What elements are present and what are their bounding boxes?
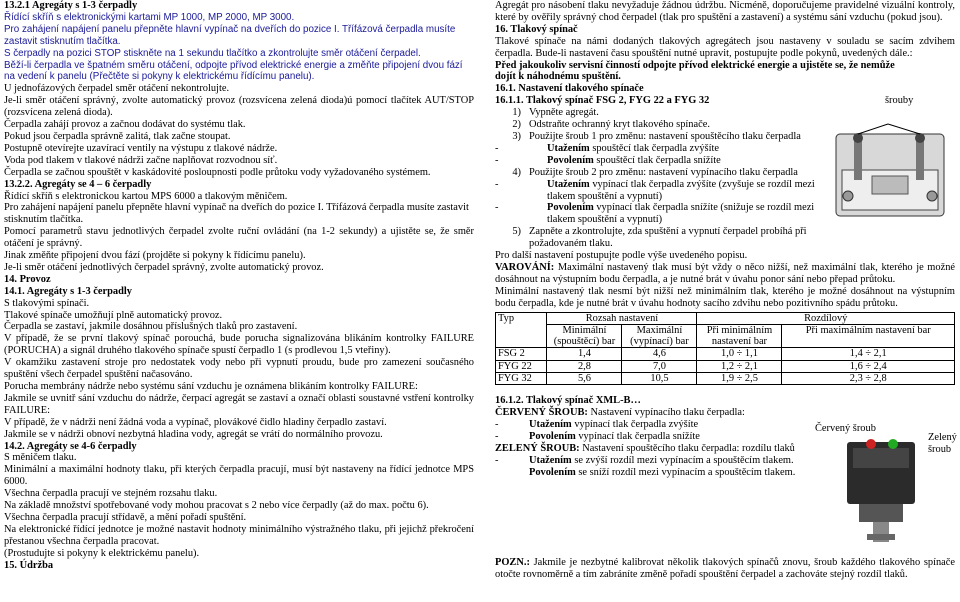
list-marker: - — [495, 142, 499, 154]
pressure-table — [495, 312, 955, 386]
table-row — [496, 360, 955, 372]
paragraph: V případě, že se první tlakový spínač porouchá, bude porucha signalizována blikáním kontrolky FAILURE (PORUCHA) a signál druhého tlakového spínače spustí čerpadlo 1 (s prodlevou 1,5 vteřiny). — [4, 333, 474, 357]
paragraph: Všechna čerpadla pracují střídavě, a mění pořadí spuštění. — [4, 511, 247, 523]
table-header-diff: Rozdílový — [697, 312, 955, 324]
paragraph: Tlakové spínače umožňují plně automatický provoz. — [4, 309, 223, 321]
paragraph: Běží-li čerpadla ve špatném směru otáčení, odpojte přívod elektrické energie a změňte připojení dvou fází na vedení k panelu (Přečtěte si pokyny k elektrickému řídícímu panelu). — [4, 59, 463, 83]
green-screw-caption-text: Zelený šroub — [928, 432, 957, 455]
section-heading: 14.1. Agregáty s 1-3 čerpadly — [4, 285, 132, 297]
warning-label: VAROVÁNÍ: — [495, 261, 555, 273]
item-bold: Povolením — [529, 431, 576, 443]
pressure-switch-fsg-image — [828, 120, 956, 220]
list-marker: 1) — [512, 107, 521, 119]
red-screw-paragraph — [495, 407, 955, 419]
item-text: vypínací tlak čerpadla snížíte — [575, 431, 700, 443]
paragraph: Jinak změňte připojení dvou fází (projděte si pokyny k řídícímu panelu). — [4, 250, 306, 262]
warning-text: Maximální nastavený tlak musí být vždy o něco nižší, než maximální tlak, kterého je možné dosáhnout na výstupním bodu čerpadla, a je nutné brát v úvahu ponor sání nebo přepad průtoku. — [495, 261, 955, 285]
paragraph: Pomocí parametrů stavu jednotlivých čerpadel zvolte ruční ovládání (na 1-2 sekundy) a ujistěte se, že směr otáčení je správný. — [4, 226, 474, 250]
red-screw-text: Nastavení vypínacího tlaku čerpadla: — [587, 407, 745, 419]
list-text: Utažením spouštěcí tlak čerpadla zvýšíte — [547, 142, 719, 154]
steps-list — [495, 107, 825, 250]
note-label: POZN.: — [495, 557, 530, 568]
paragraph: Na základě množství spotřebované vody mohou pracovat s 2 nebo více čerpadly (až do max. počtu 6). — [4, 500, 429, 512]
paragraph: Jakmile se v nádrži obnoví nezbytná hladina vody, agregát se vrátí do normálního provozu. — [4, 428, 383, 440]
list-marker: 5) — [512, 226, 521, 238]
table-subheader: Minimální (spouštěcí) bar — [547, 324, 622, 348]
left-column — [4, 0, 474, 572]
table-cell: 1,4 — [547, 348, 622, 360]
section-heading: 13.2.2. Agregáty se 4 – 6 čerpadly — [4, 178, 152, 190]
section-heading: 13.2.1 Agregáty s 1-3 čerpadly — [4, 0, 138, 11]
list-text: Použijte šroub 2 pro změnu: nastavení vypínacího tlaku čerpadla — [529, 166, 798, 178]
paragraph: Jakmile se uvnitř sání vzduchu do nádrže, čerpací agregát se zastaví a označí oblasti soustavné vstření kontrolky FAILURE: — [4, 392, 474, 416]
paragraph: Čerpadla se zastaví, jakmile dosáhnou příslušných tlaků pro zastavení. — [4, 321, 298, 333]
table-cell: 1,6 ÷ 2,4 — [782, 360, 955, 372]
red-screw-label: ČERVENÝ ŠROUB: — [495, 407, 588, 419]
table-row — [496, 348, 955, 360]
red-screw-caption: Červený šroub — [815, 423, 876, 434]
list-text: Povolením vypínací tlak čerpadla snížíte (snižuje se rozdíl mezi tlakem spouštění a vypnutí) — [547, 202, 815, 226]
paragraph: V okamžiku zastavení stroje pro nedostatek vody nebo při vypnutí proudu, bude pro zamezení současného spuštění všech čerpadel spuštění načasováno. — [4, 357, 474, 381]
table-cell: 1,0 ÷ 1,1 — [697, 348, 782, 360]
table-cell: 5,6 — [547, 373, 622, 385]
pressure-switch-xmlb-image — [843, 436, 925, 546]
table-header-typ: Typ — [496, 312, 547, 324]
list-item — [495, 155, 825, 167]
right-column — [495, 0, 955, 580]
item-text: se sníží rozdíl mezi vypínacím a spouštěcím tlakem. — [575, 466, 796, 478]
green-screw-caption — [928, 432, 960, 456]
list-marker: - — [495, 178, 499, 190]
min-pressure-text: Minimální nastavený tlak nesmí být nižší než minimálním tlak, kterého je možné dosáhnout na výstupním bodu čerpadla, kde je nutné brát v úvahu hodnoty sacího zdvihu nebo pozitivního spádu průtoku. — [495, 285, 955, 309]
paragraph: Pokud jsou čerpadla správně zalitá, tlak začne stoupat. — [4, 130, 231, 142]
section-1611-heading: 16.1.1. Tlakový spínač FSG 2, FYG 22 a FYG 32 — [495, 95, 710, 107]
list-item — [495, 143, 825, 155]
item-bold: Utažením — [529, 419, 572, 431]
paragraph: Všechna čerpadla pracují ve stejném rozsahu tlaku. — [4, 488, 218, 500]
paragraph: Řídící skříň s elektronickými kartami MP 1000, MP 2000, MP 3000. — [4, 11, 295, 23]
section-heading: 14.2. Agregáty se 4-6 čerpadly — [4, 440, 137, 452]
list-item — [495, 179, 825, 203]
section-16-text: Tlakové spínače na námi dodaných tlakových agregátech jsou nastaveny v souladu se sacím zdvihem čerpadla. Bude-li nastavení času spouštění nutné upravit, postupujte podle pokynů, uvedených dále.: — [495, 35, 955, 59]
list-marker: 4) — [512, 166, 521, 178]
paragraph: Na elektronické řídící jednotce je možné nastavit hodnoty minimálního výstražného tlaku, při jejichž překročení přestanou všechna čerpadla pracovat. — [4, 523, 474, 547]
item-text: vypínací tlak čerpadla zvýšíte — [571, 419, 699, 431]
paragraph: Pro zahájení napájení panelu přepněte hlavní vypínač na dveřích do pozice I. Třífázová čerpadla musíte zastavit stisknutím tlačítka. — [4, 202, 469, 226]
table-header-range: Rozsah nastavení — [547, 312, 697, 324]
after-steps-text: Pro další nastavení postupujte podle výše uvedeného popisu. — [495, 250, 748, 262]
list-marker: - — [495, 154, 499, 166]
table-subheader: Při minimálním nastavení bar — [697, 324, 782, 348]
paragraph: Čerpadla zahájí provoz a začnou dodávat do systému tlak. — [4, 119, 246, 131]
table-cell: 1,2 ÷ 2,1 — [697, 360, 782, 372]
section-heading: 14. Provoz — [4, 273, 51, 285]
paragraph: (Prostudujte si pokyny k elektrickému panelu). — [4, 547, 200, 559]
list-text: Povolením spouštěcí tlak čerpadla snížíte — [547, 154, 721, 166]
table-cell: 1,4 ÷ 2,1 — [782, 348, 955, 360]
list-marker: 3) — [512, 130, 521, 142]
paragraph: U jednofázových čerpadel směr otáčení nekontrolujte. — [4, 83, 230, 95]
paragraph: S tlakovými spínači. — [4, 297, 90, 309]
table-subheader: Při maximálním nastavení bar — [782, 324, 955, 348]
paragraph: Je-li směr otáčení správný, zvolte automatický provoz (rozsvícena zelená dioda)ú pomocí tlačítek AUT/STOP (rozsvícena zelená dioda). — [4, 95, 474, 119]
paragraph: V případě, že v nádrži není žádná voda a vypínač, plovákové čidlo hladiny čerpadlo zastaví. — [4, 416, 387, 428]
list-item: - Utažením se zvýší rozdíl mezi vypínacím a spouštěcím tlakem. — [495, 454, 794, 466]
section-heading: 15. Údržba — [4, 559, 54, 571]
item-bold: Povolením — [529, 466, 576, 478]
screws-label: šrouby — [885, 95, 914, 106]
table-cell: FYG 22 — [496, 360, 547, 372]
paragraph: S čerpadly na pozici STOP stiskněte na 1 sekundu tlačítko a zkontrolujte směr otáčení čerpadel. — [4, 47, 421, 59]
green-screw-text: Nastavení spouštěcího tlaku čerpadla: rozdílu tlaků — [579, 442, 795, 454]
paragraph: Čerpadla se začnou spouštět v kaskádovité posloupnosti podle průtoku vody vyžadovaného systémem. — [4, 166, 431, 178]
safety-warning: Před jakoukoliv servisní činností odpojte přívod elektrické energie a ujistěte se, že nemůže dojít k náhodnému spuštění. — [495, 59, 895, 83]
list-marker: - — [495, 202, 499, 214]
list-text: Utažením vypínací tlak čerpadla zvýšíte (zvyšuje se rozdíl mezi tlakem spouštění a vypnutí) — [547, 178, 815, 202]
list-item: - Utažením vypínací tlak čerpadla zvýšíte — [495, 419, 699, 431]
list-marker: 2) — [512, 119, 521, 131]
list-text: Použijte šroub 1 pro změnu: nastavení spouštěcího tlaku čerpadla — [529, 130, 801, 142]
list-item — [495, 107, 825, 119]
table-subheader: Maximální (vypínací) bar — [622, 324, 697, 348]
item-text: se zvýší rozdíl mezi vypínacím a spouštěcím tlakem. — [571, 454, 794, 466]
table-cell: 1,9 ÷ 2,5 — [697, 373, 782, 385]
list-item — [495, 226, 825, 250]
section-161-heading: 16.1. Nastavení tlakového spínače — [495, 83, 644, 95]
list-item — [495, 167, 825, 179]
paragraph: S měničem tlaku. — [4, 452, 77, 464]
list-item — [495, 202, 825, 226]
section-1612-heading: 16.1.2. Tlakový spínač XML-B… — [495, 395, 641, 407]
section-16-heading: 16. Tlakový spínač — [495, 23, 578, 35]
table-cell: 7,0 — [622, 360, 697, 372]
maintenance-text: Agregát pro násobení tlaku nevyžaduje žádnou údržbu. Nicméně, doporučujeme pravidelné vizuální kontroly, které by ověřily správný chod čerpadel (tlak pro spuštění a zastavení) a systému sání vzduchu (pokud jsou). — [495, 0, 955, 23]
paragraph: Voda pod tlakem v tlakové nádrži začne naplňovat rozvodnou síť. — [4, 154, 278, 166]
paragraph: Pro zahájení napájení panelu přepněte hlavní vypínač na dveřích do pozice I. Třífázová čerpadla musíte zastavit stisknutím tlačítka. — [4, 23, 456, 47]
paragraph: Je-li směr otáčení jednotlivých čerpadel správný, zvolte automatický provoz. — [4, 261, 324, 273]
list-text: Odstraňte ochranný kryt tlakového spínače. — [529, 119, 710, 131]
table-cell: 2,8 — [547, 360, 622, 372]
table-row — [496, 373, 955, 385]
list-item — [495, 119, 825, 131]
table-cell: 2,3 ÷ 2,8 — [782, 373, 955, 385]
table-cell: 10,5 — [622, 373, 697, 385]
table-cell: FSG 2 — [496, 348, 547, 360]
list-text: Vypněte agregát. — [529, 107, 599, 119]
table-cell: 4,6 — [622, 348, 697, 360]
paragraph: Porucha membrány nádrže nebo systému sání vzduchu je oznámena blikáním kontrolky FAILURE: — [4, 381, 418, 392]
paragraph: Minimální a maximální hodnoty tlaku, při kterých čerpadla pracují, musí být nastaveny na řídící jednotce MPS 6000. — [4, 464, 474, 488]
note-text: Jakmile je nezbytné kalibrovat několik tlakových spínačů znovu, šroub každého tlakového spínače otočte rovnoměrně a tím zabráníte změně pořadí spouštění čerpadel a zachováte stejný rozdíl tlaků. — [495, 557, 955, 580]
list-item — [495, 131, 825, 143]
list-text: Zapněte a zkontrolujte, zda spuštění a vypnutí čerpadel probíhá při požadovaném tlaku. — [529, 226, 807, 250]
note-paragraph — [495, 557, 955, 581]
table-cell: FYG 32 — [496, 373, 547, 385]
green-screw-label: ZELENÝ ŠROUB: — [495, 442, 580, 454]
item-bold: Utažením — [529, 454, 572, 466]
paragraph: Postupně otevírejte uzavírací ventily na výstupu z tlakové nádrže. — [4, 142, 278, 154]
warning-paragraph — [495, 262, 955, 286]
list-item: - Povolením vypínací tlak čerpadla snížíte — [495, 431, 700, 443]
paragraph: Řídící skříň s elektronickou kartou MPS 6000 a tlakovým měničem. — [4, 190, 288, 202]
